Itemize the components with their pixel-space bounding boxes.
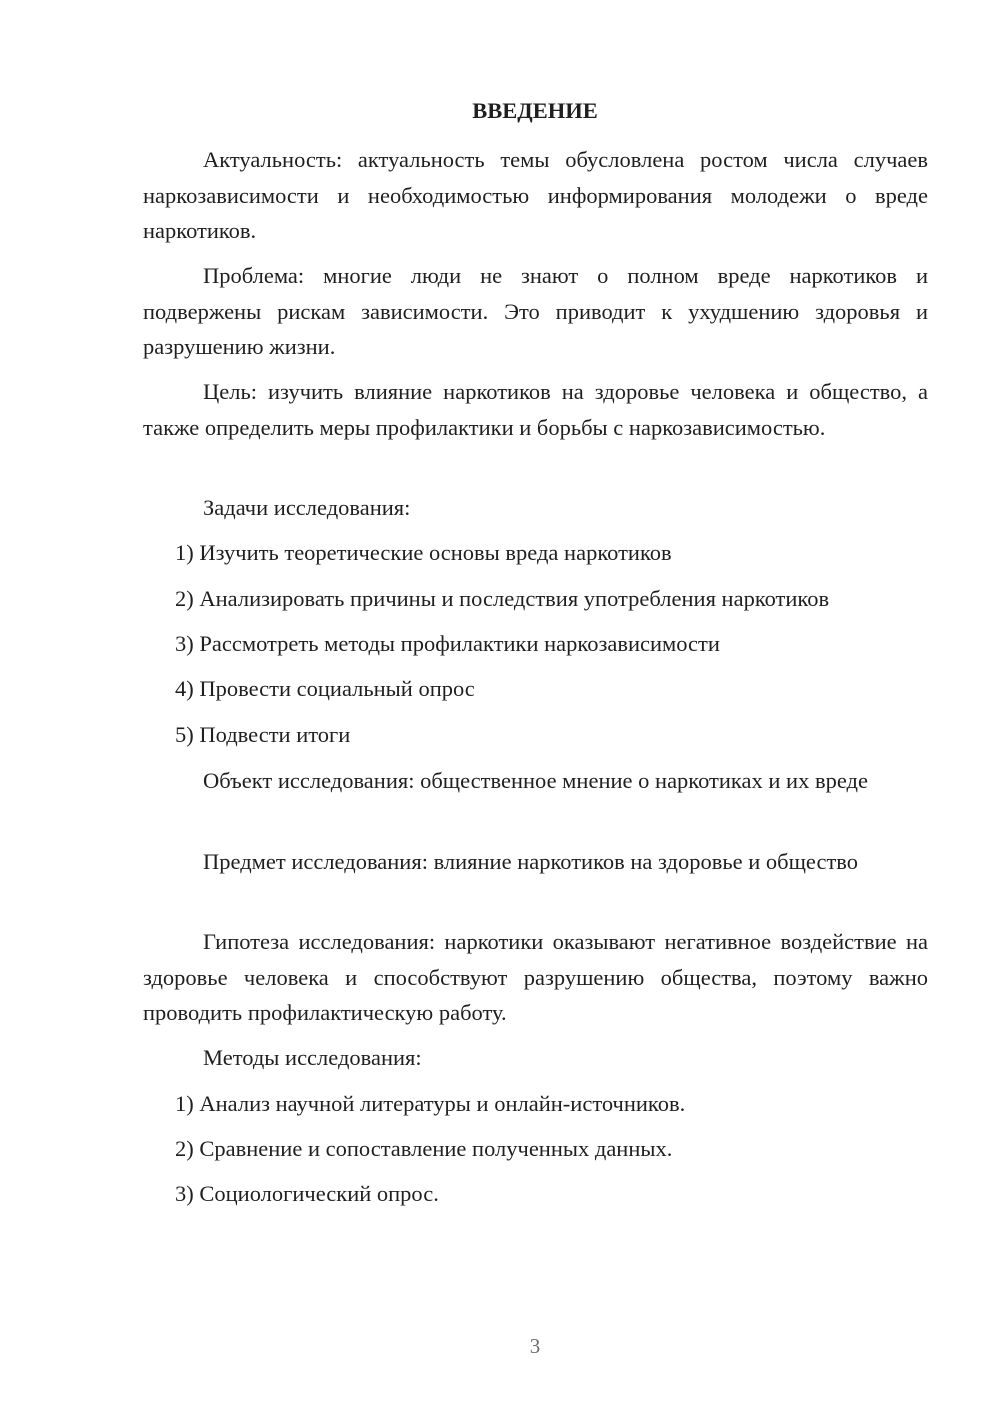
- subject-paragraph-block: [143, 844, 928, 880]
- tasks-title-block: [143, 490, 928, 526]
- object-paragraph-block: [143, 763, 928, 799]
- method-item: 2) Сравнение и сопоставление полученных данных.: [175, 1136, 673, 1161]
- method-item: 3) Социологический опрос.: [175, 1181, 439, 1206]
- methods-list: [143, 1131, 928, 1167]
- task-item: 5) Подвести итоги: [175, 722, 351, 747]
- tasks-list: [143, 717, 928, 753]
- tasks-list: [143, 581, 928, 617]
- tasks-list: [143, 626, 928, 662]
- relevance-paragraph: Актуальность: актуальность темы обусловлена ростом числа случаев наркозависимости и необходимостью информирования молодежи о вреде наркотиков.: [143, 147, 928, 243]
- section-heading: ВВЕДЕНИЕ: [472, 98, 598, 123]
- subject-paragraph: Предмет исследования: влияние наркотиков на здоровье и общество: [203, 849, 858, 874]
- methods-list: [143, 1086, 928, 1122]
- problem-paragraph-block: [143, 258, 928, 365]
- tasks-title: Задачи исследования:: [203, 495, 411, 520]
- methods-title: Методы исследования:: [203, 1045, 422, 1070]
- goal-paragraph: Цель: изучить влияние наркотиков на здоровье человека и общество, а также определить меры профилактики и борьбы с наркозависимостью.: [143, 379, 928, 440]
- object-paragraph: Объект исследования: общественное мнение о наркотиках и их вреде: [203, 768, 868, 793]
- task-item: 3) Рассмотреть методы профилактики наркозависимости: [175, 631, 720, 656]
- task-item: 4) Провести социальный опрос: [175, 676, 475, 701]
- problem-paragraph: Проблема: многие люди не знают о полном вреде наркотиков и подвержены рискам зависимости. Это приводит к ухудшению здоровья и разрушению жизни.: [143, 263, 928, 359]
- method-item: 1) Анализ научной литературы и онлайн-источников.: [175, 1091, 686, 1116]
- page-number: 3: [529, 1334, 541, 1358]
- tasks-list: [143, 535, 928, 571]
- hypothesis-paragraph: Гипотеза исследования: наркотики оказывают негативное воздействие на здоровье человека и способствуют разрушению общества, поэтому важно проводить профилактическую работу.: [143, 929, 928, 1025]
- relevance-paragraph-block: [143, 142, 928, 249]
- methods-list: [143, 1176, 928, 1212]
- task-item: 2) Анализировать причины и последствия употребления наркотиков: [175, 586, 830, 611]
- goal-paragraph-block: [143, 374, 928, 445]
- tasks-list: [143, 671, 928, 707]
- methods-title-block: [143, 1040, 928, 1076]
- hypothesis-paragraph-block: [143, 924, 928, 1031]
- task-item: 1) Изучить теоретические основы вреда наркотиков: [175, 540, 672, 565]
